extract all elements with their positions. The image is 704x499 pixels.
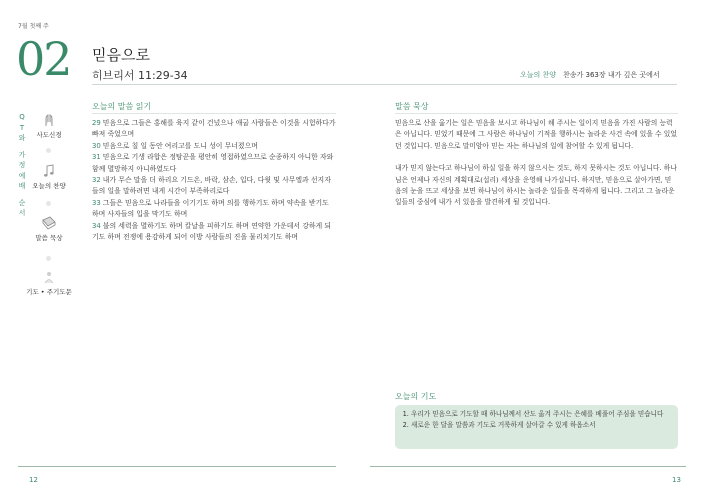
verse-text: 믿음으로 그들은 홍해를 육지 같이 건넜으나 애굽 사람들은 이것을 시험하다가 빠져 죽었으며 bbox=[92, 119, 336, 139]
meditation-paragraph: 믿음으로 산을 옮기는 일은 믿음을 보시고 하나님이 해 주시는 일이지 믿음을 가진 사람의 능력은 아닙니다. 믿었기 때문에 그 사람은 하나님이 기적을 행하시는 놀라운 사건 속에 있을 수 있었던 것입니다. 믿음으로 말미암아 믿는 자는 하나님의 일에 참여할 수 있게 됩니다. bbox=[395, 119, 677, 150]
header-divider bbox=[92, 84, 677, 85]
step-apostles-creed: 사도신경 bbox=[24, 113, 74, 139]
verse bbox=[92, 175, 336, 198]
reading-divider bbox=[92, 113, 336, 114]
praying-icon bbox=[41, 270, 57, 284]
step-prayer: 기도 • 주기도문 bbox=[24, 270, 74, 296]
scripture-reference: 히브리서 11:29-34 bbox=[92, 69, 188, 82]
verse-text: 믿음으로 기생 라합은 정탐꾼을 평안히 영접하였으므로 순종하지 아니한 자와 함께 멸망하지 아니하였도다 bbox=[92, 153, 334, 173]
day-number: 02 bbox=[16, 32, 71, 86]
verse-text: 불의 세력을 멸하기도 하며 칼날을 피하기도 하며 연약한 가운데서 강하게 되기도 하며 전쟁에 용감하게 되어 이방 사람들의 진을 물리치기도 하며 bbox=[92, 221, 332, 242]
hymn-title: 찬송가 363장 내가 깊은 곳에서 bbox=[563, 71, 660, 79]
verse bbox=[92, 141, 336, 152]
verse-text: 내가 무슨 말을 더 하리요 기드온, 바락, 삼손, 입다, 다윗 및 사무엘과 선지자들의 일을 말하려면 내게 시간이 부족하리로다 bbox=[92, 176, 331, 196]
page-title: 믿음으로 bbox=[92, 46, 150, 64]
verse bbox=[92, 221, 336, 244]
footer-divider-left bbox=[18, 466, 336, 467]
prayer-list bbox=[395, 409, 678, 431]
bible-icon bbox=[41, 216, 57, 230]
step-praise: 오늘의 찬양 bbox=[24, 164, 74, 190]
hymn-label: 오늘의 찬양 bbox=[520, 71, 557, 79]
verse-number: 32 bbox=[92, 176, 101, 185]
meditation-text bbox=[395, 118, 677, 220]
step-meditation: 말씀 묵상 bbox=[24, 216, 74, 242]
week-label: 7월 첫째 주 bbox=[18, 23, 49, 30]
hands-icon bbox=[41, 113, 57, 127]
step-divider-dot bbox=[46, 256, 51, 261]
page-number-right: 13 bbox=[672, 476, 681, 484]
reading-heading: 오늘의 말씀 읽기 bbox=[92, 102, 152, 111]
verse-text: 믿음으로 칠 일 동안 여리고를 도니 성이 무너졌으며 bbox=[102, 141, 258, 150]
verse-number: 33 bbox=[92, 198, 101, 207]
verse bbox=[92, 152, 336, 175]
prayer-item: 2. 새로운 한 달을 말씀과 기도로 거룩하게 살아갈 수 있게 하옵소서 bbox=[411, 420, 678, 431]
page-number-left: 12 bbox=[29, 476, 38, 484]
prayer-item: 1. 우리가 믿음으로 기도할 때 하나님께서 산도 옮겨 주시는 은혜를 베풀어 주심을 믿습니다 bbox=[411, 409, 678, 420]
step-divider-dot bbox=[46, 201, 51, 206]
meditation-paragraph: 내가 믿지 않는다고 하나님이 하실 일을 하지 않으시는 것도, 하지 못하시는 것도 아닙니다. 하나님은 언제나 자신의 계획대로(섭리) 세상을 운영해 나가십니다. 하지만, 믿음으로 살아가면, 믿음의 눈을 뜨고 세상을 보면 하나님이 하시는 놀라운 일들을 목격하게 됩니다. 그리고 그 놀라운 일들의 중심에 내가 서 있음을 발견하게 될 것입니다. bbox=[395, 164, 677, 207]
prayer-heading: 오늘의 기도 bbox=[395, 392, 437, 401]
verse-number: 30 bbox=[92, 141, 101, 150]
prayer-box bbox=[395, 405, 678, 449]
verse bbox=[92, 118, 336, 141]
verse-number: 31 bbox=[92, 153, 101, 162]
step-divider-dot bbox=[46, 148, 51, 153]
footer-divider-right bbox=[370, 466, 686, 467]
sidebar-vertical-label: Q T 와 가 정 예 배 순 서 bbox=[18, 113, 26, 217]
music-note-icon bbox=[41, 164, 57, 178]
verse-number: 29 bbox=[92, 119, 101, 127]
meditation-divider bbox=[395, 113, 678, 114]
verse-number: 34 bbox=[92, 221, 101, 230]
verse bbox=[92, 198, 336, 221]
meditation-heading: 말씀 묵상 bbox=[395, 102, 429, 111]
verse-text: 그들은 믿음으로 나라들을 이기기도 하며 의를 행하기도 하며 약속을 받기도 하며 사자들의 입을 막기도 하며 bbox=[92, 198, 329, 219]
scripture-text bbox=[92, 118, 336, 243]
